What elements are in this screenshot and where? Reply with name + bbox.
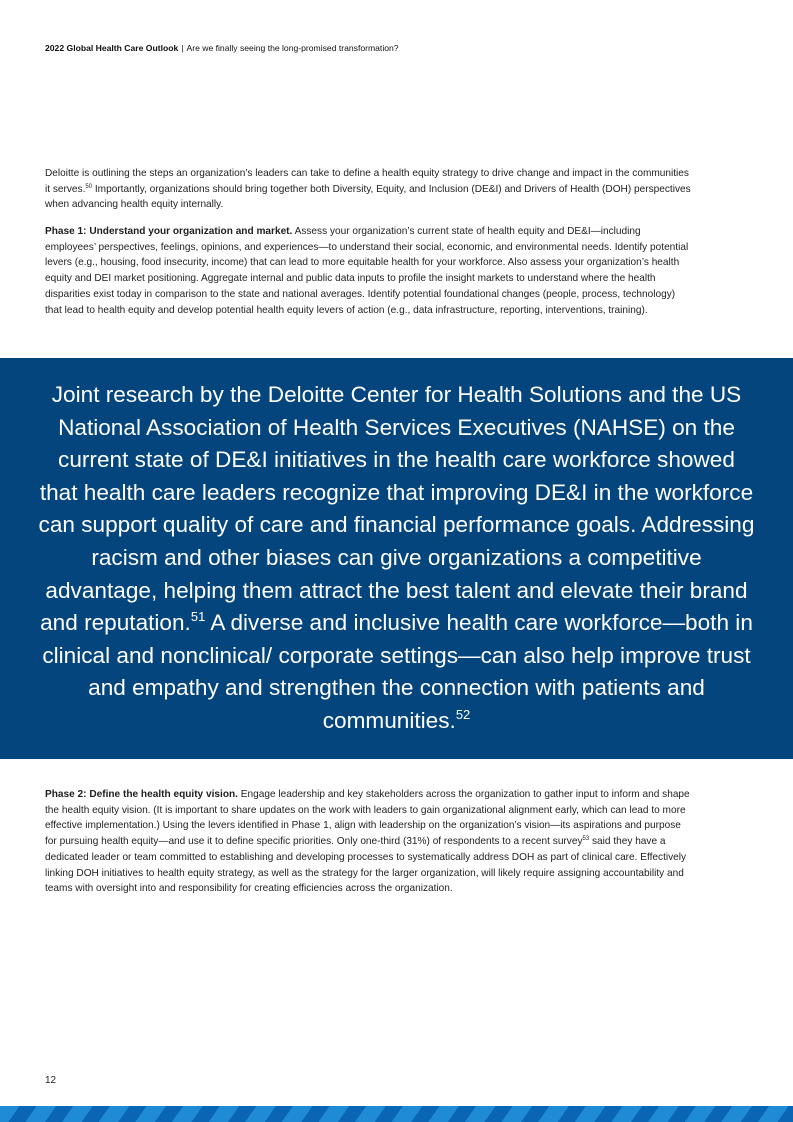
phase2-paragraph [45,787,693,897]
callout-text-continued: A diverse and inclusive health care workforce—both in clinical and nonclinical/ corporate settings—can also help improve trust and empathy and strengthen the connection with patients and communities. [42,610,753,733]
report-subtitle: Are we finally seeing the long-promised transformation? [186,43,399,53]
report-title: 2022 Global Health Care Outlook [45,43,179,53]
endnote-ref-52[interactable]: 52 [455,706,471,722]
header-separator: | [181,43,184,53]
phase2-body-continued: said they have a dedicated leader or team committed to establishing and developing processes to systematically address DOH as part of clinical care. Effectively linking DOH initiatives to health equity strategy, as well as the strategy for the larger organization, will likely require assigning accountability and teams with oversight into and responsibility for creating efficiencies across the organization. [45,836,687,895]
callout-quote [38,379,755,738]
phase1-paragraph [45,224,693,318]
phase1-heading: Phase 1: Understand your organization and market. [45,226,293,237]
endnote-ref-50[interactable]: 50 [85,183,93,190]
intro-paragraph [45,166,693,213]
phase2-heading: Phase 2: Define the health equity vision. [45,789,238,800]
footer-stripe-bar [0,1106,793,1122]
intro-text-continued: Importantly, organizations should bring together both Diversity, Equity, and Inclusion (DE&I) and Drivers of Health (DOH) perspectives when advancing health equity internally. [45,183,691,211]
callout-text: Joint research by the Deloitte Center for Health Solutions and the US National Association of Health Services Executives (NAHSE) on the current state of DE&I initiatives in the health care workforce showed that health care leaders recognize that improving DE&I in the workforce can support quality of care and financial performance goals. Addressing racism and other biases can give organizations a competitive advantage, helping them attract the best talent and elevate their brand and reputation. [38,382,755,636]
page-number: 12 [45,1075,57,1086]
phase1-body: Assess your organization’s current state of health equity and DE&I—including employees’ perspectives, feelings, opinions, and experiences—to understand their social, economic, and environmental needs. Identify potential levers (e.g., housing, food insecurity, income) that can lead to more equitable health for your workforce. Also assess your organization’s health equity and DEI market positioning. Aggregate internal and public data inputs to profile the insight markets to understand where the health disparities exist today in comparison to the state and national averages. Identify potential foundational changes (people, process, technology) that lead to health equity and develop potential health equity levers of action (e.g., data infrastructure, reporting, interventions, training). [45,226,689,316]
intro-text: Deloitte is outlining the steps an organization’s leaders can take to define a health equity strategy to drive change and impact in the communities it serves. [45,168,689,195]
running-header [45,43,399,53]
callout-band [0,358,793,759]
endnote-ref-53[interactable]: 53 [582,836,590,843]
phase2-body: Engage leadership and key stakeholders across the organization to gather input to inform and shape the health equity vision. (It is important to share updates on the work with leaders to gain organizational alignment early, which can lead to more effective implementation.) Using the levers identified in Phase 1, align with leadership on the organization’s vision—its aspirations and purpose for pursuing health equity—and use it to define specific priorities. Only one-third (31%) of respondents to a recent survey [45,789,690,848]
endnote-ref-51[interactable]: 51 [190,609,206,625]
